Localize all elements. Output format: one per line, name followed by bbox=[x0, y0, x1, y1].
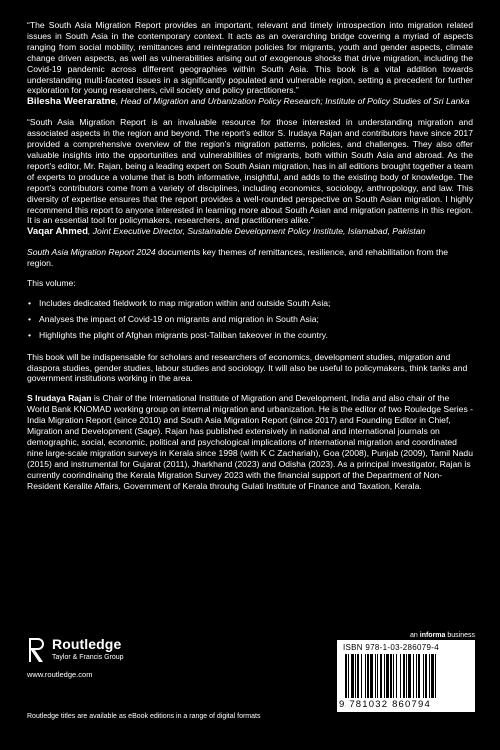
barcode-bar bbox=[345, 654, 347, 698]
barcode-panel bbox=[337, 640, 475, 712]
volume-intro: This volume: bbox=[27, 278, 76, 289]
editor-bio bbox=[27, 393, 473, 491]
barcode-bar bbox=[406, 654, 407, 698]
barcode-bar bbox=[429, 654, 430, 698]
endorsement-attribution-2 bbox=[27, 226, 473, 238]
barcode-bar bbox=[435, 654, 436, 698]
cover-text bbox=[27, 20, 473, 492]
barcode-bar bbox=[418, 654, 420, 698]
book-description bbox=[27, 247, 473, 269]
audience-text: This book will be indispensable for scholars and researchers of economics, development studies, migration and diaspora studies, gender studies, labour studies and sociology. It will also be useful to policymakers, think tanks and government institutions working in the area. bbox=[27, 351, 468, 384]
barcode-bar bbox=[355, 654, 356, 698]
publisher-name: Routledge bbox=[52, 636, 122, 652]
publisher-block bbox=[27, 634, 177, 674]
barcode-bar bbox=[361, 654, 362, 698]
barcode-bar bbox=[396, 654, 397, 698]
barcode-bar bbox=[413, 654, 414, 698]
feature-list bbox=[27, 298, 473, 341]
routledge-r-logo-icon bbox=[27, 637, 47, 663]
barcode-icon bbox=[343, 654, 469, 698]
feature-item: • Highlights the plight of Afghan migrants post-Taliban takeover in the country. bbox=[27, 330, 473, 341]
barcode-bar bbox=[408, 654, 411, 698]
informa-tagline: an informa business bbox=[410, 632, 475, 639]
endorser-role-1: , Head of Migration and Urbanization Policy Research; Institute of Policy Studies of Sri Lanka bbox=[115, 96, 470, 107]
barcode-digits: 9 781032 860794 bbox=[339, 699, 431, 710]
ebook-notice: Routledge titles are available as eBook editions in a range of digital formats bbox=[27, 713, 261, 720]
barcode-bar bbox=[384, 654, 385, 698]
barcode-bar bbox=[351, 654, 354, 698]
barcode-bar bbox=[393, 654, 394, 698]
endorsement-attribution-1 bbox=[27, 96, 473, 108]
barcode-bar bbox=[423, 654, 424, 698]
book-title-italic: South Asia Migration Report 2024 bbox=[27, 247, 156, 258]
barcode-bar bbox=[357, 654, 359, 698]
barcode-bar bbox=[367, 654, 369, 698]
barcode-bar bbox=[403, 654, 405, 698]
barcode-bar bbox=[431, 654, 434, 698]
barcode-bar bbox=[348, 654, 349, 698]
barcode-bar bbox=[400, 654, 401, 698]
endorser-role-2: , Joint Executive Director, Sustainable Development Policy Institute, Islamabad, Pakistan bbox=[87, 226, 426, 237]
barcode-bar bbox=[390, 654, 392, 698]
barcode-bar bbox=[416, 654, 417, 698]
publisher-website: www.routledge.com bbox=[27, 670, 93, 679]
endorsement-quote-2: “South Asia Migration Report is an invaluable resource for those interested in understanding migration and associated aspects in the region and beyond. The report’s editor S. Irudaya Rajan and contributors have since 2017 provided a comprehensive overview of the region’s migration patterns, policies, and challenges. They also offer valuable insights into the opportunities and vulnerabilities of migrants, both within South Asia and abroad. As the report’s editor, Mr. Rajan, being a leading expert on South Asian migration, has in all editions brought together a team of experts to produce a volume that is both informative, insightful, and adds to the existing body of knowledge. The report’s contributors come from a variety of disciplines, including economics, sociology, anthropology, and law. This diversity of expertise ensures that the report provides a well-rounded perspective on South Asian migration. I highly recommend this report to anyone interested in learning more about South Asian and migration patterns in this region. It is an essential tool for policymakers, researchers, and practitioners alike.” bbox=[27, 117, 473, 226]
barcode-bar bbox=[386, 654, 389, 698]
informa-brand: informa bbox=[419, 632, 446, 639]
endorser-name-1: Bilesha Weeraratne bbox=[27, 96, 116, 108]
editor-bio-text: is Chair of the International Institute of Migration and Development, India and also chair of the World Bank KNOMAD working group on internal migration and urbanization. He is the editor of two Rouledge Series - India Migration Report (since 2010) and South Asia Migration Report (since 2017) and Founding Editor in Chief, Migration and Development (Sage). Rajan has published extensively in national and international journals on demographic, social, economic, political and psychological implications of international migration and coordinated nine large-scale migration surveys in Kerala since 1998 (with K C Zachariah), Goa (2008), Punjab (2009), Tamil Nadu (2015) and instrumental for Gujarat (2011), Jharkhand (2023) and Odisha (2023). As a principal investigator, Rajan is currently coorindinaing the Kerala Migration Survey 2023 with the financial support of the Department of Non-Resident Keralite Affairs, Government of Kerala throuhg Gulati Institute of Finance and Taxation, Kerala. bbox=[27, 393, 473, 491]
barcode-bar bbox=[425, 654, 427, 698]
barcode-bar bbox=[370, 654, 373, 698]
barcode-bar bbox=[380, 654, 382, 698]
book-description-text: documents key themes of remittances, resilience, and rehabilitation from the region. bbox=[27, 247, 449, 269]
editor-name: S Irudaya Rajan bbox=[27, 393, 92, 404]
isbn-number: ISBN 978-1-03-286079-4 bbox=[343, 643, 439, 652]
publisher-group: Taylor & Francis Group bbox=[52, 654, 124, 661]
endorsement-quote-1: “The South Asia Migration Report provides an important, relevant and timely introspection into migration related issues in South Asia in the contemporary context. It acts as an overarching bridge covering a myriad of aspects ranging from social mobility, remittances and reintegration policies for migrants, youth and gender aspects, climate change driven aspects, as well as vulnerabilities arising out of exogenous shocks that drive migration, including the Covid-19 pandemic across different geographies within South Asia. This book is a vital addition towards understanding multi-faceted issues in a significantly populated and vulnerable region, setting a precedent for further exploration for young researchers, civil society and policy practitioners.” bbox=[27, 20, 473, 96]
barcode-bar bbox=[365, 654, 366, 698]
barcode-bar bbox=[375, 654, 376, 698]
isbn-block bbox=[337, 632, 475, 712]
barcode-bar bbox=[377, 654, 378, 698]
endorser-name-2: Vaqar Ahmed bbox=[27, 226, 88, 238]
feature-item: • Analyses the impact of Covid-19 on migrants and migration in South Asia; bbox=[27, 314, 473, 325]
feature-item: • Includes dedicated fieldwork to map migration within and outside South Asia; bbox=[27, 298, 473, 309]
